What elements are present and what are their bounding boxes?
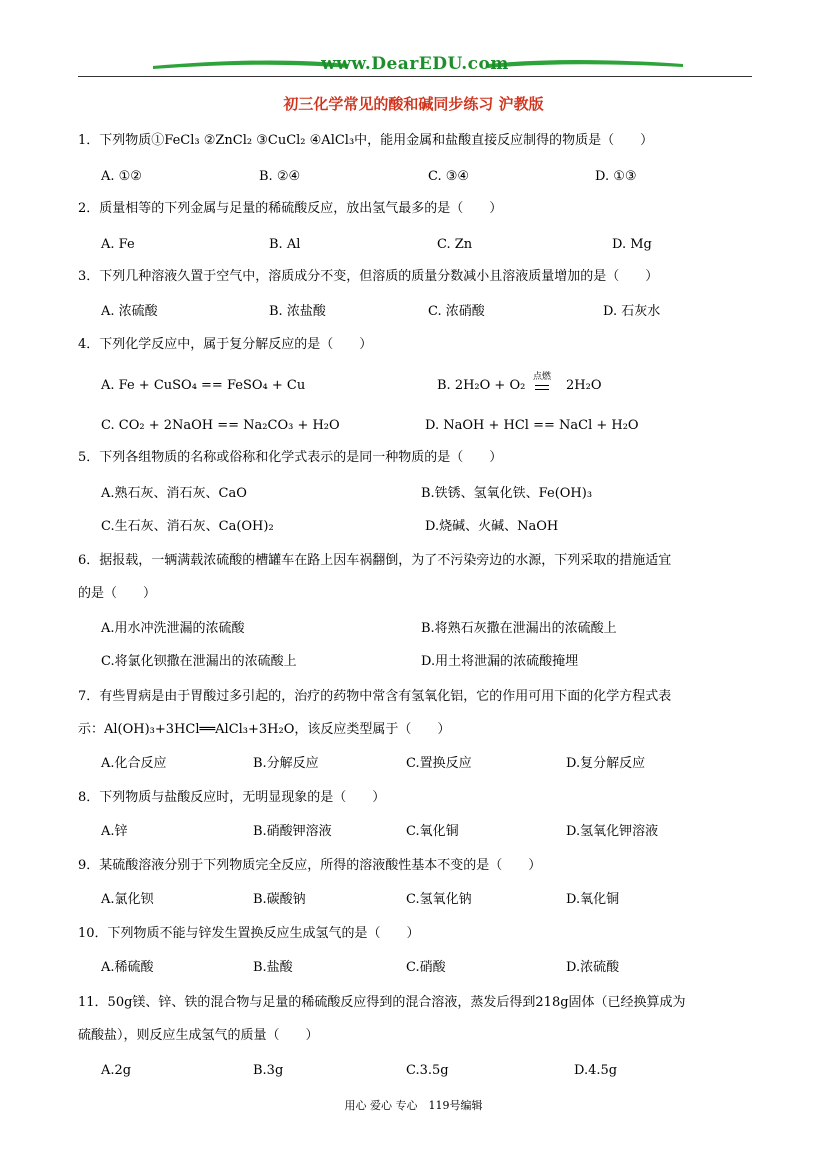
- q8-option-d: D.氢氧化钾溶液: [566, 824, 659, 839]
- q5-option-b: B.铁锈、氢氧化铁、Fe(OH)₃: [421, 486, 593, 501]
- q6-option-c: C.将氯化钡撒在泄漏出的浓硫酸上: [101, 654, 297, 669]
- q5-option-d: D.烧碱、火碱、NaOH: [425, 519, 559, 534]
- q11-option-d: D.4.5g: [574, 1063, 618, 1078]
- q8-option-c: C.氧化铜: [406, 824, 459, 839]
- q4-option-b-left: B. 2H₂O + O₂: [437, 378, 526, 393]
- question-10-text: 10．下列物质不能与锌发生置换反应生成氢气的是（ ）: [78, 926, 420, 941]
- q7-option-d: D.复分解反应: [566, 756, 646, 771]
- q4-option-c: C. CO₂ + 2NaOH == Na₂CO₃ + H₂O: [101, 418, 340, 433]
- q9-option-a: A.氯化钡: [101, 892, 154, 907]
- q10-option-b: B.盐酸: [253, 960, 293, 975]
- q3-option-c: C. 浓硝酸: [428, 304, 485, 319]
- q8-option-a: A.锌: [101, 824, 128, 839]
- question-6-text-line2: 的是（ ）: [78, 586, 157, 601]
- question-8-text: 8．下列物质与盐酸反应时，无明显现象的是（ ）: [78, 790, 386, 805]
- q2-option-b: B. Al: [269, 237, 301, 252]
- question-11-text-line2: 硫酸盐），则反应生成氢气的质量（ ）: [78, 1028, 319, 1043]
- question-1-text: 1．下列物质①FeCl₃ ②ZnCl₂ ③CuCl₂ ④AlCl₃中，能用金属和盐酸直接反应制得的物质是（ ）: [78, 133, 654, 148]
- question-6-text-line1: 6．据报载，一辆满载浓硫酸的槽罐车在路上因车祸翻倒，为了不污染旁边的水源，下列采取的措施适宜: [78, 553, 672, 568]
- q2-option-c: C. Zn: [437, 237, 473, 252]
- q6-option-b: B.将熟石灰撒在泄漏出的浓硫酸上: [421, 621, 617, 636]
- q8-option-b: B.硝酸钾溶液: [253, 824, 332, 839]
- q7-option-a: A.化合反应: [101, 756, 167, 771]
- q10-option-d: D.浓硫酸: [566, 960, 620, 975]
- q7-option-c: C.置换反应: [406, 756, 472, 771]
- q10-option-c: C.硝酸: [406, 960, 446, 975]
- header-rule: [78, 76, 752, 77]
- q4-option-d: D. NaOH + HCl == NaCl + H₂O: [425, 418, 639, 433]
- q4-equals-bar-bottom: [535, 389, 549, 390]
- site-logo-text: www.DearEDU.com: [321, 54, 509, 74]
- question-2-text: 2．质量相等的下列金属与足量的稀硫酸反应，放出氢气最多的是（ ）: [78, 201, 503, 216]
- question-5-text: 5．下列各组物质的名称或俗称和化学式表示的是同一种物质的是（ ）: [78, 450, 503, 465]
- question-4-text: 4．下列化学反应中，属于复分解反应的是（ ）: [78, 337, 373, 352]
- q4-reaction-condition: 点燃: [533, 372, 552, 382]
- q3-option-a: A. 浓硫酸: [101, 304, 158, 319]
- question-3-text: 3．下列几种溶液久置于空气中，溶质成分不变，但溶质的质量分数减小且溶液质量增加的是（ ）: [78, 269, 659, 284]
- q4-option-b-right: 2H₂O: [566, 378, 602, 393]
- q9-option-d: D.氧化铜: [566, 892, 620, 907]
- q6-option-a: A.用水冲洗泄漏的浓硫酸: [101, 621, 245, 636]
- question-11-text-line1: 11．50g镁、锌、铁的混合物与足量的稀硫酸反应得到的混合溶液，蒸发后得到218g固体（已经换算成为: [78, 995, 686, 1010]
- q11-option-b: B.3g: [253, 1063, 284, 1078]
- q9-option-c: C.氢氧化钠: [406, 892, 472, 907]
- q6-option-d: D.用土将泄漏的浓硫酸掩埋: [421, 654, 579, 669]
- q1-option-d: D. ①③: [595, 169, 637, 184]
- page-footer: 用心 爱心 专心 119号编辑: [344, 1099, 483, 1112]
- q4-equals-bar-top: [535, 385, 549, 386]
- question-9-text: 9．某硫酸溶液分别于下列物质完全反应，所得的溶液酸性基本不变的是（ ）: [78, 858, 542, 873]
- q3-option-d: D. 石灰水: [603, 304, 661, 319]
- q5-option-a: A.熟石灰、消石灰、CaO: [101, 486, 247, 501]
- q2-option-a: A. Fe: [101, 237, 135, 252]
- q11-option-a: A.2g: [101, 1063, 132, 1078]
- q9-option-b: B.碳酸钠: [253, 892, 306, 907]
- q2-option-d: D. Mg: [612, 237, 652, 252]
- q1-option-c: C. ③④: [428, 169, 470, 184]
- q3-option-b: B. 浓盐酸: [269, 304, 326, 319]
- page-header: [78, 52, 752, 80]
- q1-option-a: A. ①②: [101, 169, 142, 184]
- q11-option-c: C.3.5g: [406, 1063, 449, 1078]
- q1-option-b: B. ②④: [259, 169, 301, 184]
- question-7-text-line2: 示：Al(OH)₃+3HCl══AlCl₃+3H₂O，该反应类型属于（ ）: [78, 722, 451, 737]
- q4-option-a: A. Fe + CuSO₄ == FeSO₄ + Cu: [101, 378, 306, 393]
- q5-option-c: C.生石灰、消石灰、Ca(OH)₂: [101, 519, 274, 534]
- q10-option-a: A.稀硫酸: [101, 960, 154, 975]
- question-7-text-line1: 7．有些胃病是由于胃酸过多引起的，治疗的药物中常含有氢氧化铝，它的作用可用下面的化学方程式表: [78, 689, 672, 704]
- document-title: 初三化学常见的酸和碱同步练习 沪教版: [283, 95, 544, 113]
- q7-option-b: B.分解反应: [253, 756, 319, 771]
